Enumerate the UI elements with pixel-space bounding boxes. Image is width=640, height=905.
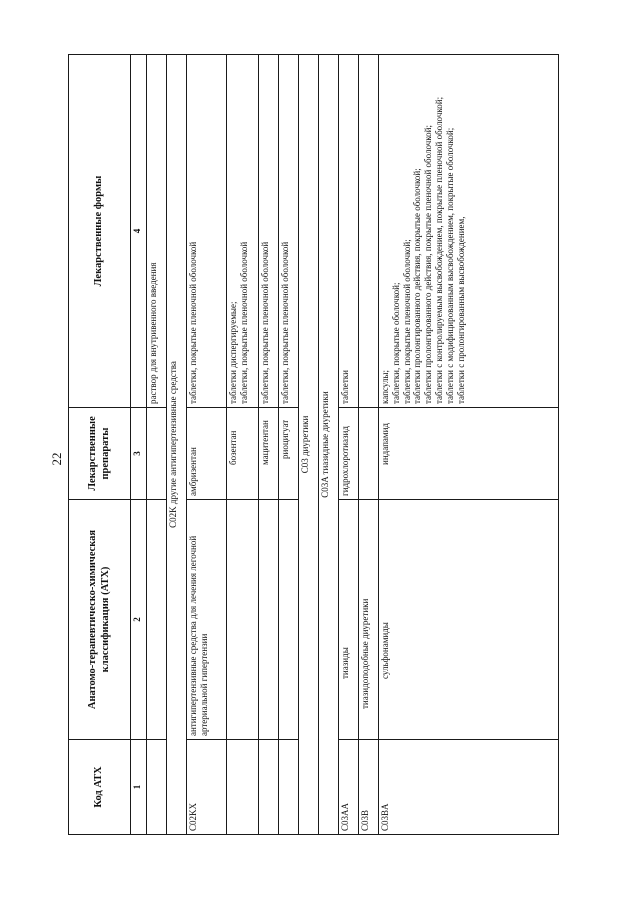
col-number-3: 3	[131, 408, 147, 500]
col-number-4: 4	[131, 55, 147, 408]
header-code: Код АТХ	[69, 740, 131, 835]
table-row	[227, 55, 259, 835]
drug-cell: индапамид	[379, 408, 559, 500]
atx-code-cell: C02KX	[187, 740, 227, 835]
atx-drug-table	[68, 54, 559, 835]
dosage-forms-cell: таблетки, покрытые пленочной оболочкой	[259, 55, 279, 408]
dosage-form-line: таблетки, покрытые пленочной оболочкой	[238, 241, 249, 404]
empty-cell	[147, 740, 167, 835]
drug-cell: гидрохлоротиазид	[339, 408, 359, 500]
classification-cell: тиазиды	[339, 500, 359, 740]
dosage-form-line: таблетки, покрытые пленочной оболочкой;	[401, 239, 412, 404]
table-row	[147, 55, 167, 835]
empty-cell	[359, 55, 379, 408]
classification-cell: антигипертензивные средства для лечения легочной артериальной гипертензии	[187, 500, 227, 740]
section-row	[319, 55, 339, 835]
empty-cell	[279, 740, 299, 835]
empty-cell	[359, 408, 379, 500]
dosage-form-line: таблетки, покрытые оболочкой;	[390, 282, 401, 404]
empty-cell	[227, 500, 259, 740]
drug-cell: риоцигуат	[279, 408, 299, 500]
empty-cell	[259, 740, 279, 835]
dosage-forms-cell	[227, 55, 259, 408]
section-heading-c03: C03 диуретики	[299, 55, 319, 835]
empty-cell	[259, 500, 279, 740]
page-number: 22	[49, 452, 64, 466]
dosage-forms-cell: таблетки, покрытые пленочной оболочкой	[279, 55, 299, 408]
table-row	[259, 55, 279, 835]
header-forms: Лекарственные формы	[69, 55, 131, 408]
column-number-row	[131, 55, 147, 835]
dosage-form-line: таблетки пролонгированного действия, покрытые оболочкой;	[412, 168, 423, 404]
header-row	[69, 55, 131, 835]
drug-cell: мацитентан	[259, 408, 279, 500]
col-number-2: 2	[131, 500, 147, 740]
classification-cell: тиазидоподобные диуретики	[359, 500, 379, 740]
empty-cell	[227, 740, 259, 835]
header-drugs: Лекарственные препараты	[69, 408, 131, 500]
drug-cell: амбризентан	[187, 408, 227, 500]
dosage-forms-cell: таблетки, покрытые пленочной оболочкой	[187, 55, 227, 408]
dosage-forms-cell	[379, 55, 559, 408]
atx-code-cell: C03B	[359, 740, 379, 835]
dosage-form-line: таблетки диспергируемые;	[228, 301, 238, 404]
drug-cell: бозентан	[227, 408, 259, 500]
dosage-forms-cell: таблетки	[339, 55, 359, 408]
dosage-form-line: таблетки с контролируемым высвобождением, покрытые пленочной оболочкой;	[433, 96, 444, 404]
classification-cell: сульфонамиды	[379, 500, 559, 740]
dosage-form-line: таблетки с модифицированным высвобождением, покрытые оболочкой;	[444, 127, 455, 404]
section-row	[299, 55, 319, 835]
empty-cell	[147, 408, 167, 500]
section-heading-c03a: C03A тиазидные диуретики	[319, 55, 339, 835]
table-row	[279, 55, 299, 835]
dosage-form-line: таблетки с пролонгированным высвобождением,	[455, 216, 466, 404]
dosage-form-line: капсулы;	[380, 370, 390, 404]
header-classification: Анатомо-терапевтическо-химическая классификация (АТХ)	[69, 500, 131, 740]
table-frame	[68, 55, 559, 835]
table-row	[359, 55, 379, 835]
rotated-table-container	[68, 55, 559, 835]
table-row	[187, 55, 227, 835]
table-row	[379, 55, 559, 835]
dosage-form-line: таблетки пролонгированного действия, покрытые пленочной оболочкой;	[423, 125, 434, 404]
table-row	[339, 55, 359, 835]
section-row	[167, 55, 187, 835]
empty-cell	[147, 500, 167, 740]
section-heading-c02k: C02K другие антигипертензивные средства	[167, 55, 187, 835]
empty-cell	[279, 500, 299, 740]
atx-code-cell: C03AA	[339, 740, 359, 835]
col-number-1: 1	[131, 740, 147, 835]
dosage-forms-cell: раствор для внутривенного введения	[147, 55, 167, 408]
atx-code-cell: C03BA	[379, 740, 559, 835]
